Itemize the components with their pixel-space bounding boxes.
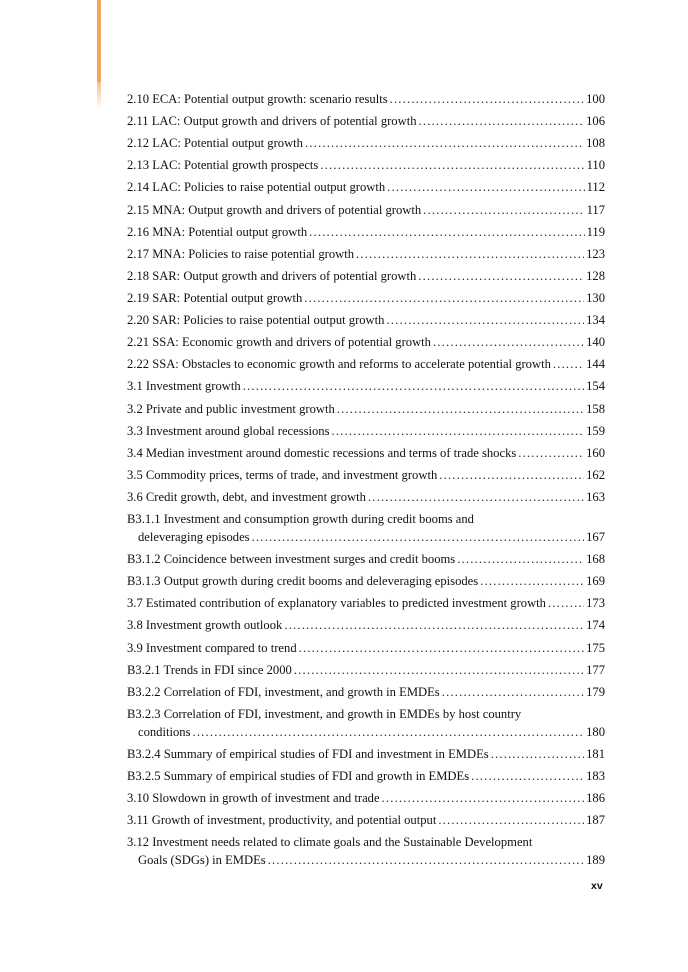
toc-entry-title: 3.9 Investment compared to trend [127, 640, 297, 655]
toc-entry-line [127, 617, 605, 635]
dot-leader [332, 423, 585, 441]
toc-page-number: 167 [586, 529, 605, 544]
toc-entry[interactable] [127, 445, 605, 463]
dot-leader [518, 445, 584, 463]
dot-leader [553, 356, 584, 374]
toc-entry-line [127, 746, 605, 764]
toc-page-number: 100 [586, 92, 605, 106]
toc-entry-line [127, 246, 605, 264]
toc-entry[interactable] [127, 157, 605, 175]
toc-entry[interactable] [127, 401, 605, 419]
toc-page-number: 179 [586, 684, 605, 699]
dot-leader [305, 135, 584, 153]
dot-leader [284, 617, 584, 635]
toc-entry[interactable] [127, 268, 605, 286]
toc-page-number: 108 [586, 136, 605, 151]
toc-entry-line [127, 334, 605, 352]
toc-page-number: 168 [586, 552, 605, 567]
toc-entry-line [127, 91, 605, 109]
toc-entry-line [127, 573, 605, 591]
toc-entry-title: 3.2 Private and public investment growth [127, 401, 335, 416]
dot-leader [268, 852, 584, 870]
dot-leader [386, 312, 584, 330]
toc-entry-title: B3.2.5 Summary of empirical studies of FDI and growth in EMDEs [127, 768, 470, 783]
toc-entry-line [127, 724, 605, 742]
dot-leader [439, 467, 584, 485]
toc-page-number: 162 [586, 467, 605, 482]
toc-entry-title: 2.20 SAR: Policies to raise potential output growth [127, 313, 385, 328]
dot-leader [252, 529, 585, 547]
toc-page-number: 173 [586, 596, 605, 611]
toc-entry[interactable] [127, 91, 605, 109]
toc-page-number: 177 [586, 662, 605, 677]
toc-entry-line [127, 706, 605, 724]
toc-page-number: 110 [586, 158, 605, 173]
toc-entry-line [127, 852, 605, 870]
toc-entry[interactable] [127, 202, 605, 220]
toc-entry-title: Goals (SDGs) in EMDEs [138, 853, 266, 868]
toc-entry-title: B3.2.1 Trends in FDI since 2000 [127, 662, 292, 677]
toc-entry[interactable] [127, 113, 605, 131]
toc-entry[interactable] [127, 834, 605, 870]
toc-page-number: 158 [586, 401, 605, 416]
toc-entry-title: 2.12 LAC: Potential output growth [127, 136, 303, 151]
dot-leader [471, 768, 584, 786]
dot-leader [387, 179, 584, 197]
dot-leader [356, 246, 584, 264]
dot-leader [548, 595, 584, 613]
toc-entry-title: 2.14 LAC: Policies to raise potential output growth [127, 180, 386, 195]
toc-entry-line [127, 378, 605, 396]
toc-entry-title: B3.1.1 Investment and consumption growth during credit booms and [127, 512, 474, 527]
toc-entry-line [127, 511, 605, 529]
toc-page-number: 144 [586, 357, 605, 372]
toc-entry-title: 2.16 MNA: Potential output growth [127, 224, 308, 239]
toc-entry-line [127, 529, 605, 547]
toc-entry-title: B3.1.3 Output growth during credit booms and deleveraging episodes [127, 574, 479, 589]
toc-entry[interactable] [127, 662, 605, 680]
toc-entry[interactable] [127, 423, 605, 441]
toc-entry[interactable] [127, 179, 605, 197]
accent-bar-fade [97, 82, 101, 110]
dot-leader [480, 573, 584, 591]
toc-entry-title: 3.10 Slowdown in growth of investment and trade [127, 791, 380, 806]
toc-entry-title: 3.5 Commodity prices, terms of trade, and investment growth [127, 467, 438, 482]
dot-leader [368, 489, 584, 507]
toc-entry[interactable] [127, 595, 605, 613]
toc-entry-line [127, 445, 605, 463]
toc-page-number: 117 [586, 202, 605, 217]
toc-entry[interactable] [127, 246, 605, 264]
toc-page-number: 183 [586, 768, 605, 783]
toc-entry-title: 3.1 Investment growth [127, 379, 241, 394]
toc-entry[interactable] [127, 573, 605, 591]
toc-page-number: 187 [586, 813, 605, 828]
toc-entry-title: 3.6 Credit growth, debt, and investment growth [127, 489, 366, 504]
toc-page-number: 130 [586, 290, 605, 305]
dot-leader [192, 724, 584, 742]
dot-leader [294, 662, 584, 680]
toc-entry-title: 3.4 Median investment around domestic recessions and terms of trade shocks [127, 445, 517, 460]
toc-page-number: 123 [586, 246, 605, 261]
dot-leader [320, 157, 584, 175]
dot-leader [491, 746, 584, 764]
dot-leader [418, 268, 584, 286]
toc-page-number: 186 [586, 791, 605, 806]
toc-page-number: 180 [586, 724, 605, 739]
toc-entry-title: 2.19 SAR: Potential output growth [127, 290, 303, 305]
toc-entry-title: 3.7 Estimated contribution of explanatory variables to predicted investment growth [127, 596, 546, 611]
toc-page-number: 106 [586, 114, 605, 129]
toc-entry[interactable] [127, 684, 605, 702]
toc-page-number: 140 [586, 335, 605, 350]
toc-entry-title: 2.22 SSA: Obstacles to economic growth and reforms to accelerate potential growth [127, 357, 551, 372]
toc-entry-line [127, 356, 605, 374]
dot-leader [243, 378, 584, 396]
toc-entry-line [127, 224, 605, 242]
toc-entry-line [127, 489, 605, 507]
toc-entry[interactable] [127, 224, 605, 242]
page-number: xv [591, 880, 603, 892]
dot-leader [337, 401, 584, 419]
toc-entry-line [127, 135, 605, 153]
toc-entry[interactable] [127, 768, 605, 786]
toc-entry[interactable] [127, 356, 605, 374]
toc-entry[interactable] [127, 334, 605, 352]
toc-entry-line [127, 268, 605, 286]
toc-entry[interactable] [127, 551, 605, 569]
toc-page-number: 134 [586, 313, 605, 328]
toc-entry-line [127, 595, 605, 613]
toc-entry-line [127, 157, 605, 175]
toc-entry-title: 3.3 Investment around global recessions [127, 423, 330, 438]
toc-entry-line [127, 812, 605, 830]
toc-entry[interactable] [127, 511, 605, 547]
toc-entry-line [127, 551, 605, 569]
toc-entry[interactable] [127, 135, 605, 153]
toc-page-number: 160 [586, 445, 605, 460]
toc-entry-line [127, 640, 605, 658]
toc-entry-title: 2.18 SAR: Output growth and drivers of potential growth [127, 268, 417, 283]
dot-leader [442, 684, 584, 702]
toc-entry-title: deleveraging episodes [138, 529, 250, 544]
toc-entry-line [127, 834, 605, 852]
dot-leader [304, 290, 584, 308]
toc-page-number: 128 [586, 268, 605, 283]
toc-entry-line [127, 202, 605, 220]
dot-leader [438, 812, 584, 830]
accent-bar [97, 0, 101, 82]
toc-entry-line [127, 312, 605, 330]
toc-page-number: 189 [586, 853, 605, 868]
dot-leader [423, 202, 584, 220]
toc-entry-title: 3.12 Investment needs related to climate goals and the Sustainable Development [127, 835, 533, 850]
toc-entry[interactable] [127, 812, 605, 830]
dot-leader [433, 334, 584, 352]
toc-page-number: 175 [586, 640, 605, 655]
toc-page-number: 174 [586, 618, 605, 633]
toc-entry[interactable] [127, 312, 605, 330]
toc-entry[interactable] [127, 617, 605, 635]
toc-entry-line [127, 768, 605, 786]
toc-entry-title: B3.1.2 Coincidence between investment surges and credit booms [127, 552, 456, 567]
toc-entry-title: 2.15 MNA: Output growth and drivers of potential growth [127, 202, 422, 217]
toc-page-number: 163 [586, 489, 605, 504]
toc-entry-line [127, 290, 605, 308]
toc-page-number: 159 [586, 423, 605, 438]
toc-entry-title: 2.21 SSA: Economic growth and drivers of potential growth [127, 335, 431, 350]
toc-page-number: 181 [586, 746, 605, 761]
toc-page-number: 112 [586, 180, 605, 195]
toc-entry-title: 2.13 LAC: Potential growth prospects [127, 158, 319, 173]
toc-entry[interactable] [127, 706, 605, 742]
dot-leader [419, 113, 585, 131]
toc-entry-title: 2.11 LAC: Output growth and drivers of potential growth [127, 114, 417, 129]
toc-page-number: 169 [586, 574, 605, 589]
toc-entry-title: B3.2.4 Summary of empirical studies of FDI and investment in EMDEs [127, 746, 489, 761]
toc-entry-line [127, 401, 605, 419]
toc-entry-line [127, 467, 605, 485]
toc-entry-title: B3.2.2 Correlation of FDI, investment, and growth in EMDEs [127, 684, 440, 699]
toc-entry-title: 3.11 Growth of investment, productivity, and potential output [127, 813, 437, 828]
dot-leader [382, 790, 585, 808]
toc-entry-line [127, 179, 605, 197]
toc-entry-title: 3.8 Investment growth outlook [127, 618, 283, 633]
toc-entry-title: 2.10 ECA: Potential output growth: scenario results [127, 92, 388, 106]
dot-leader [309, 224, 584, 242]
table-of-contents-list [127, 91, 605, 874]
toc-entry[interactable] [127, 467, 605, 485]
toc-entry[interactable] [127, 378, 605, 396]
toc-page-number: 154 [586, 379, 605, 394]
toc-entry-line [127, 790, 605, 808]
toc-entry[interactable] [127, 640, 605, 658]
toc-entry[interactable] [127, 489, 605, 507]
toc-entry-title: B3.2.3 Correlation of FDI, investment, and growth in EMDEs by host country [127, 706, 522, 721]
toc-entry[interactable] [127, 746, 605, 764]
toc-entry-line [127, 662, 605, 680]
dot-leader [457, 551, 584, 569]
toc-entry-title: conditions [138, 724, 191, 739]
toc-entry[interactable] [127, 290, 605, 308]
toc-entry-title: 2.17 MNA: Policies to raise potential growth [127, 246, 355, 261]
toc-entry-line [127, 684, 605, 702]
toc-entry[interactable] [127, 790, 605, 808]
dot-leader [390, 91, 585, 109]
toc-entry-line [127, 113, 605, 131]
toc-page-number: 119 [586, 224, 605, 239]
dot-leader [299, 640, 584, 658]
toc-entry-line [127, 423, 605, 441]
